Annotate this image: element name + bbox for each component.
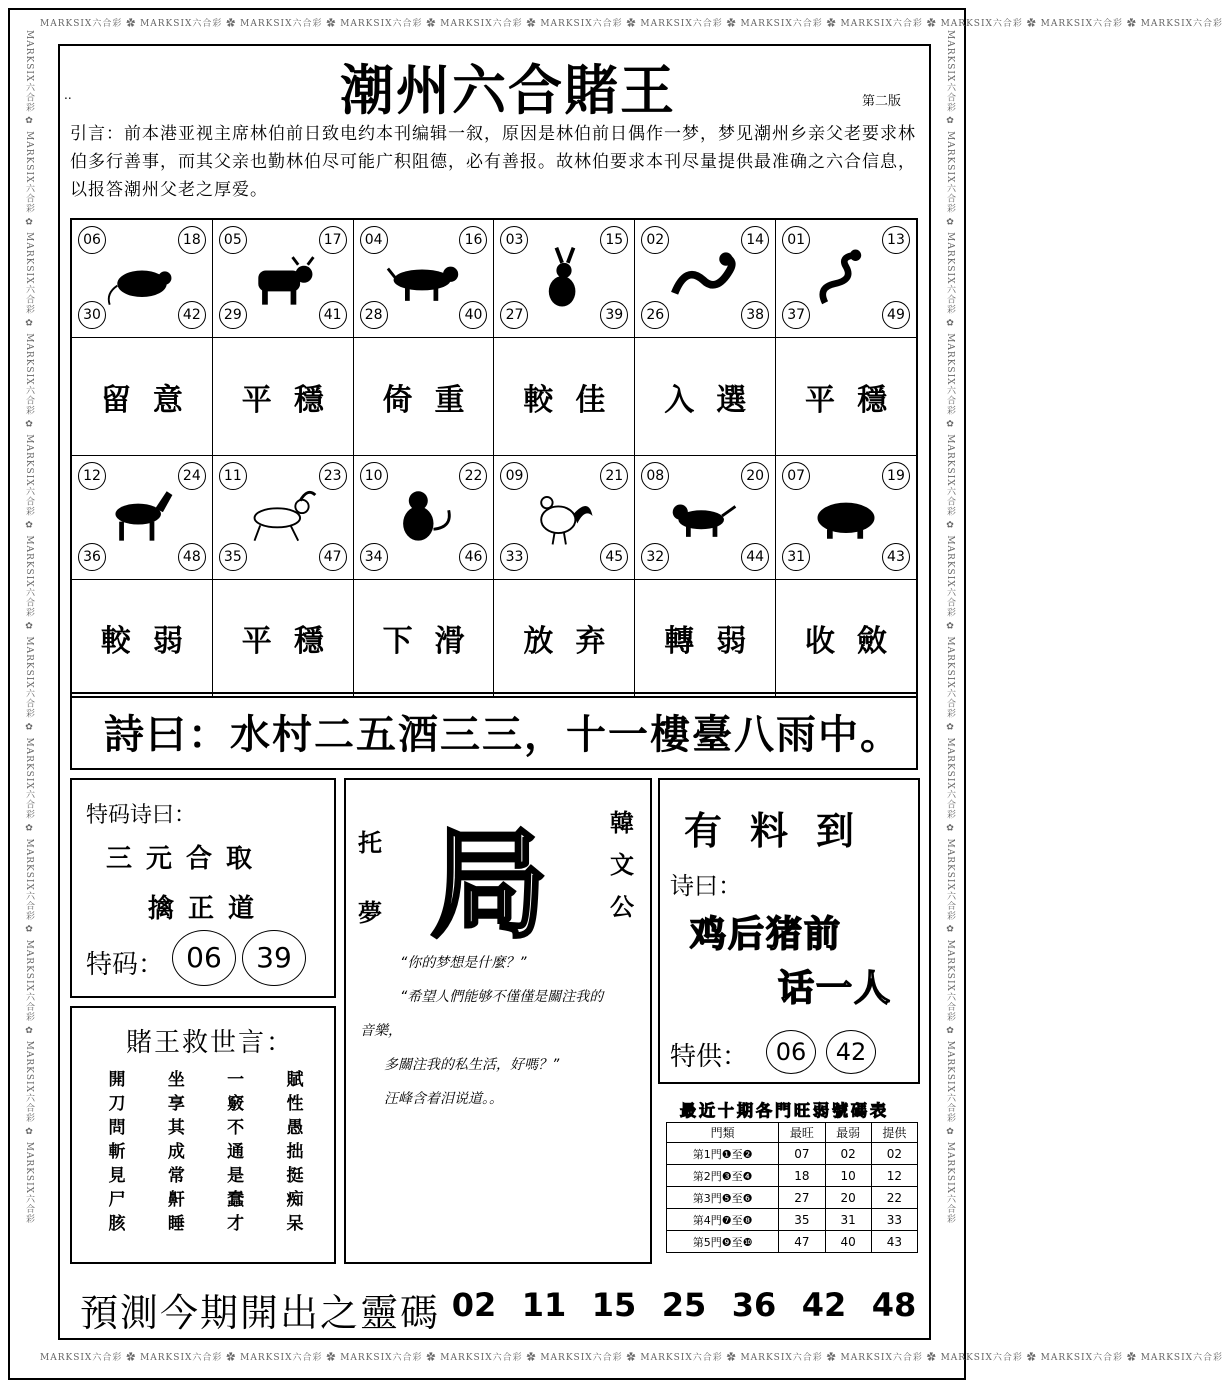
saving-words-char: 問	[108, 1118, 126, 1138]
zodiac-number: 18	[178, 226, 206, 254]
zodiac-number: 33	[500, 543, 528, 571]
riddle-box	[344, 778, 652, 1264]
hot-tip-code-number: 06	[766, 1030, 816, 1074]
dragon-icon	[667, 244, 743, 314]
stats-cell-tip: 12	[871, 1165, 917, 1187]
zodiac-word-cell	[354, 580, 495, 696]
tiger-icon	[386, 244, 462, 314]
zodiac-cell-tiger	[354, 220, 495, 337]
saving-words-char: 拙	[286, 1142, 304, 1162]
watermark-right: MARKSIX六合彩 ✿ MARKSIX六合彩 ✿ MARKSIX六合彩 ✿ MARKSIX六合彩 ✿ MARKSIX六合彩 ✿ MARKSIX六合彩 ✿ MARKSIX六合彩 ✿ MARKSIX六合彩 ✿ MARKSIX六合彩 ✿ MARKSIX六合彩 ✿ MARKSIX六合彩 ✿ MARKSIX六合彩	[945, 30, 955, 1225]
corner-dots: ..	[64, 88, 72, 102]
pig-icon	[808, 480, 884, 550]
stats-table	[666, 1122, 918, 1253]
saving-words-char: 蠢	[227, 1190, 245, 1210]
zodiac-number: 26	[641, 301, 669, 329]
zodiac-number: 10	[360, 462, 388, 490]
special-code-number: 39	[242, 930, 306, 986]
saving-words-char: 睡	[167, 1214, 185, 1234]
hot-tip-line1: 鸡后猪前	[690, 914, 843, 955]
zodiac-number: 37	[782, 301, 810, 329]
zodiac-number: 01	[782, 226, 810, 254]
special-poem-box	[70, 778, 336, 998]
prediction-number: 02	[451, 1286, 497, 1324]
special-poem-title: 特码诗曰：	[86, 803, 197, 828]
stats-title: 最近十期各門旺弱號碼表	[680, 1101, 890, 1120]
stats-cell-door: 第1門❶至❷	[667, 1143, 779, 1165]
zodiac-number: 09	[500, 462, 528, 490]
stats-header: 最弱	[825, 1123, 871, 1143]
stats-cell-tip: 02	[871, 1143, 917, 1165]
zodiac-number: 08	[641, 462, 669, 490]
zodiac-cell-rooster	[494, 456, 635, 579]
stats-header: 提供	[871, 1123, 917, 1143]
zodiac-word-cell	[635, 580, 776, 696]
stats-cell-door: 第5門❾至❿	[667, 1231, 779, 1253]
zodiac-outlook-word: 轉弱	[664, 624, 769, 659]
saving-words-char: 才	[227, 1214, 245, 1234]
riddle-line: “希望人們能够不僅僅是關注我的	[400, 989, 604, 1005]
watermark-bottom: MARKSIX六合彩 ✿ MARKSIX六合彩 ✿ MARKSIX六合彩 ✿ MARKSIX六合彩 ✿ MARKSIX六合彩 ✿ MARKSIX六合彩 ✿ MARKSIX六合彩 ✿ MARKSIX六合彩 ✿ MARKSIX六合彩 ✿ MARKSIX六合彩 ✿ MARKSIX六合彩 ✿ MARKSIX六合彩	[40, 1353, 1223, 1363]
saving-words-char: 開	[108, 1070, 126, 1090]
zodiac-animal-row	[72, 220, 916, 338]
saving-words-char: 呆	[286, 1214, 304, 1234]
stats-cell-cold: 10	[825, 1165, 871, 1187]
special-code-number: 06	[172, 930, 236, 986]
zodiac-outlook-word: 留意	[100, 382, 205, 418]
stats-row	[667, 1187, 918, 1209]
stats-cell-hot: 18	[779, 1165, 825, 1187]
zodiac-outlook-word: 倚重	[382, 382, 487, 418]
zodiac-number: 05	[219, 226, 247, 254]
zodiac-number: 11	[219, 462, 247, 490]
stats-cell-hot: 27	[779, 1187, 825, 1209]
zodiac-number: 43	[882, 543, 910, 571]
zodiac-number: 45	[600, 543, 628, 571]
zodiac-grid	[70, 218, 918, 698]
zodiac-outlook-word: 平穩	[241, 624, 346, 659]
zodiac-outlook-word: 較佳	[523, 382, 628, 418]
zodiac-outlook-word: 平穩	[241, 382, 346, 418]
zodiac-number: 13	[882, 226, 910, 254]
saving-words-char: 性	[286, 1094, 304, 1114]
saving-words-column	[106, 1068, 128, 1236]
hot-tip-heading: 有料到	[684, 809, 883, 853]
zodiac-cell-ox	[213, 220, 354, 337]
rooster-icon	[526, 480, 602, 550]
zodiac-outlook-word: 平穩	[805, 382, 910, 418]
zodiac-number: 47	[319, 543, 347, 571]
hot-tip-code-label: 特供：	[670, 1042, 749, 1072]
zodiac-animal-row	[72, 456, 916, 580]
saving-words-char: 一	[227, 1070, 245, 1090]
zodiac-cell-rat	[72, 220, 213, 337]
zodiac-cell-rabbit	[494, 220, 635, 337]
zodiac-number: 12	[78, 462, 106, 490]
rabbit-icon	[526, 244, 602, 314]
dog-icon	[667, 480, 743, 550]
saving-words-char: 坐	[167, 1070, 185, 1090]
zodiac-cell-dog	[635, 456, 776, 579]
zodiac-number: 36	[78, 543, 106, 571]
horse-icon	[104, 480, 180, 550]
special-poem-line2: 擒正道	[148, 894, 269, 924]
poem-line: 詩曰：水村二五酒三三，十一樓臺八雨中。	[70, 692, 918, 770]
zodiac-word-row	[72, 338, 916, 456]
zodiac-number: 40	[459, 301, 487, 329]
zodiac-cell-snake	[776, 220, 916, 337]
zodiac-outlook-word: 收斂	[805, 624, 910, 659]
rat-icon	[104, 244, 180, 314]
riddle-left-text: 托夢	[358, 829, 382, 927]
prediction-number: 25	[661, 1286, 707, 1324]
page-title: 潮州六合賭王	[340, 58, 676, 122]
special-poem-line1: 三元合取	[106, 844, 267, 874]
zodiac-number: 35	[219, 543, 247, 571]
zodiac-word-cell	[72, 580, 213, 696]
stats-cell-tip: 22	[871, 1187, 917, 1209]
zodiac-number: 15	[600, 226, 628, 254]
hot-tip-box	[658, 778, 920, 1084]
watermark-top: MARKSIX六合彩 ✿ MARKSIX六合彩 ✿ MARKSIX六合彩 ✿ MARKSIX六合彩 ✿ MARKSIX六合彩 ✿ MARKSIX六合彩 ✿ MARKSIX六合彩 ✿ MARKSIX六合彩 ✿ MARKSIX六合彩 ✿ MARKSIX六合彩 ✿ MARKSIX六合彩 ✿ MARKSIX六合彩	[40, 19, 1223, 29]
stats-cell-door: 第3門❺至❻	[667, 1187, 779, 1209]
zodiac-number: 02	[641, 226, 669, 254]
saving-words-char: 愚	[286, 1118, 304, 1138]
saving-words-char: 竅	[227, 1094, 245, 1114]
zodiac-number: 42	[178, 301, 206, 329]
stats-cell-door: 第2門❸至❹	[667, 1165, 779, 1187]
zodiac-word-cell	[494, 338, 635, 455]
saving-words-char: 常	[167, 1166, 185, 1186]
ox-icon	[245, 244, 321, 314]
zodiac-word-cell	[635, 338, 776, 455]
riddle-line: 汪峰含着泪说道。。	[384, 1091, 503, 1107]
zodiac-number: 23	[319, 462, 347, 490]
stats-cell-hot: 47	[779, 1231, 825, 1253]
saving-words-char: 成	[167, 1142, 185, 1162]
saving-words-char: 尸	[108, 1190, 126, 1210]
saving-words-column	[284, 1068, 306, 1236]
riddle-line: 多關注我的私生活，好嗎？”	[384, 1057, 560, 1073]
zodiac-number: 48	[178, 543, 206, 571]
riddle-right-text: 韓文公	[610, 809, 634, 921]
stats-cell-hot: 07	[779, 1143, 825, 1165]
zodiac-word-cell	[776, 580, 916, 696]
zodiac-number: 28	[360, 301, 388, 329]
zodiac-number: 22	[459, 462, 487, 490]
snake-icon	[808, 244, 884, 314]
prediction-numbers	[448, 1286, 920, 1324]
saving-words-char: 斬	[108, 1142, 126, 1162]
stats-cell-cold: 02	[825, 1143, 871, 1165]
saving-words-char: 胲	[108, 1214, 126, 1234]
zodiac-number: 07	[782, 462, 810, 490]
zodiac-cell-monkey	[354, 456, 495, 579]
stats-cell-door: 第4門❼至❽	[667, 1209, 779, 1231]
zodiac-number: 41	[319, 301, 347, 329]
saving-words-box	[70, 1006, 336, 1264]
saving-words-columns	[106, 1068, 306, 1236]
saving-words-title: 賭王救世言：	[126, 1028, 295, 1058]
zodiac-word-cell	[776, 338, 916, 455]
saving-words-char: 鼾	[167, 1190, 185, 1210]
prediction-number: 15	[591, 1286, 637, 1324]
saving-words-char: 其	[167, 1118, 185, 1138]
zodiac-number: 06	[78, 226, 106, 254]
goat-icon	[245, 480, 321, 550]
zodiac-number: 38	[741, 301, 769, 329]
zodiac-outlook-word: 放弃	[523, 624, 628, 659]
zodiac-number: 34	[360, 543, 388, 571]
prediction-label: 預測今期開出之靈碼	[80, 1291, 441, 1335]
saving-words-char: 賦	[286, 1070, 304, 1090]
zodiac-number: 17	[319, 226, 347, 254]
zodiac-number: 27	[500, 301, 528, 329]
saving-words-char: 挺	[286, 1166, 304, 1186]
riddle-line: “你的梦想是什麼？”	[400, 955, 527, 971]
special-code-label: 特码：	[86, 950, 165, 980]
zodiac-word-cell	[354, 338, 495, 455]
saving-words-column	[225, 1068, 247, 1236]
riddle-big-character: 局	[430, 816, 549, 954]
zodiac-word-cell	[213, 338, 354, 455]
stats-row	[667, 1143, 918, 1165]
zodiac-cell-pig	[776, 456, 916, 579]
zodiac-word-cell	[494, 580, 635, 696]
saving-words-char: 享	[167, 1094, 185, 1114]
zodiac-number: 03	[500, 226, 528, 254]
stats-cell-tip: 43	[871, 1231, 917, 1253]
stats-cell-hot: 35	[779, 1209, 825, 1231]
monkey-icon	[386, 480, 462, 550]
prediction-number: 11	[521, 1286, 567, 1324]
zodiac-word-cell	[72, 338, 213, 455]
watermark-left: MARKSIX六合彩 ✿ MARKSIX六合彩 ✿ MARKSIX六合彩 ✿ MARKSIX六合彩 ✿ MARKSIX六合彩 ✿ MARKSIX六合彩 ✿ MARKSIX六合彩 ✿ MARKSIX六合彩 ✿ MARKSIX六合彩 ✿ MARKSIX六合彩 ✿ MARKSIX六合彩 ✿ MARKSIX六合彩	[24, 30, 34, 1225]
zodiac-number: 30	[78, 301, 106, 329]
zodiac-number: 04	[360, 226, 388, 254]
zodiac-outlook-word: 下滑	[382, 624, 487, 659]
zodiac-number: 20	[741, 462, 769, 490]
zodiac-number: 49	[882, 301, 910, 329]
zodiac-number: 29	[219, 301, 247, 329]
saving-words-column	[165, 1068, 187, 1236]
zodiac-outlook-word: 入選	[664, 382, 769, 418]
zodiac-cell-horse	[72, 456, 213, 579]
zodiac-number: 32	[641, 543, 669, 571]
zodiac-word-cell	[213, 580, 354, 696]
saving-words-char: 通	[227, 1142, 245, 1162]
saving-words-char: 刀	[108, 1094, 126, 1114]
prediction-number: 42	[801, 1286, 847, 1324]
zodiac-number: 14	[741, 226, 769, 254]
stats-header-row	[667, 1123, 918, 1143]
zodiac-number: 21	[600, 462, 628, 490]
riddle-story	[360, 946, 644, 1116]
zodiac-number: 46	[459, 543, 487, 571]
zodiac-outlook-word: 較弱	[100, 624, 205, 659]
prediction-number: 48	[871, 1286, 917, 1324]
saving-words-char: 是	[227, 1166, 245, 1186]
stats-row	[667, 1165, 918, 1187]
zodiac-number: 31	[782, 543, 810, 571]
zodiac-number: 16	[459, 226, 487, 254]
stats-cell-tip: 33	[871, 1209, 917, 1231]
hot-tip-code-number: 42	[826, 1030, 876, 1074]
prediction-number: 36	[731, 1286, 777, 1324]
stats-header: 門類	[667, 1123, 779, 1143]
saving-words-char: 見	[108, 1166, 126, 1186]
stats-row	[667, 1231, 918, 1253]
zodiac-cell-goat	[213, 456, 354, 579]
stats-cell-cold: 20	[825, 1187, 871, 1209]
saving-words-char: 痴	[286, 1190, 304, 1210]
stats-cell-cold: 40	[825, 1231, 871, 1253]
saving-words-char: 不	[227, 1118, 245, 1138]
zodiac-number: 19	[882, 462, 910, 490]
hot-tip-label: 诗曰：	[670, 872, 742, 900]
zodiac-number: 44	[741, 543, 769, 571]
zodiac-number: 24	[178, 462, 206, 490]
edition-label: 第二版	[862, 94, 902, 109]
intro-text: 引言：前本港亚视主席林伯前日致电约本刊编辑一叙，原因是林伯前日偶作一梦，梦见潮州乡亲父老要求林伯多行善事，而其父亲也勤林伯尽可能广积阻德，必有善报。故林伯要求本刊尽量提供最准确之六合信息，以报答潮州父老之厚爱。	[70, 124, 916, 200]
zodiac-word-row	[72, 580, 916, 696]
zodiac-cell-dragon	[635, 220, 776, 337]
stats-header: 最旺	[779, 1123, 825, 1143]
stats-row	[667, 1209, 918, 1231]
zodiac-number: 39	[600, 301, 628, 329]
hot-tip-line2: 话一人	[778, 968, 893, 1009]
riddle-line: 音樂，	[360, 1023, 402, 1039]
stats-cell-cold: 31	[825, 1209, 871, 1231]
